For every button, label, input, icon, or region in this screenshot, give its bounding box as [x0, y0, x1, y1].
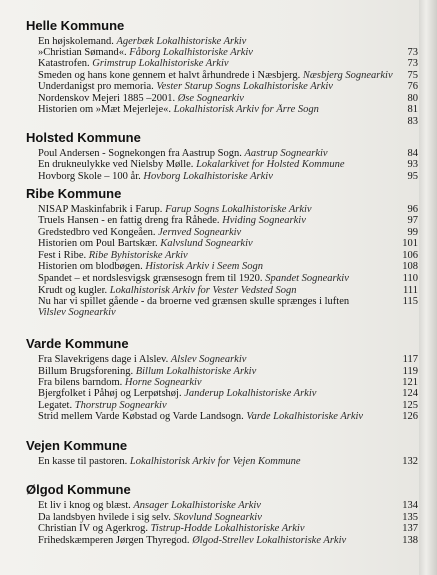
entry-source: Varde Lokalhistoriske Arkiv: [246, 411, 364, 422]
section-heading: Holsted Kommune: [26, 130, 141, 145]
entry-title: Truels Hansen - en fattig dreng fra Råhede.: [38, 215, 223, 226]
entry-page-number: 137: [402, 523, 418, 534]
entry-text: [38, 215, 398, 227]
entry-text: [38, 354, 398, 366]
entry-text: [38, 388, 398, 400]
toc-entry[interactable]: [0, 500, 437, 512]
entry-page-number: 75: [407, 70, 418, 81]
entry-page-number: 134: [402, 500, 418, 511]
entry-title: Historien om »Mæt Mejerleje«.: [38, 104, 174, 115]
entry-source: Thorstrup Sognearkiv: [74, 400, 167, 411]
entry-source: Historisk Arkiv i Seem Sogn: [145, 261, 263, 272]
entry-page-number: 108: [402, 261, 418, 272]
entry-title: Katastrofen.: [38, 58, 93, 69]
entry-title: Krudt og kugler.: [38, 285, 110, 296]
entry-source: Fåborg Lokalhistoriske Arkiv: [129, 47, 253, 58]
entry-title: Frihedskæmperen Jørgen Thyregod.: [38, 535, 193, 546]
toc-entry[interactable]: [0, 307, 437, 319]
entry-title: Historien om Poul Bartskær.: [38, 238, 161, 249]
toc-entry[interactable]: [0, 354, 437, 366]
entry-title: Nordenskov Mejeri 1885 –2001.: [38, 93, 178, 104]
entry-title: Fest i Ribe.: [38, 250, 89, 261]
entry-page-number: 138: [402, 535, 418, 546]
entry-source: Janderup Lokalhistoriske Arkiv: [184, 388, 317, 399]
entry-source: Lokalhistorisk Arkiv for Vester Vedsted Sogn: [109, 285, 297, 296]
entry-source: Aastrup Sognearkiv: [244, 148, 328, 159]
entry-title: Bjergfolket i Påhøj og Lerpøtshøj.: [38, 388, 185, 399]
page-fold-shadow: [419, 0, 437, 575]
entry-title: En kasse til pastoren.: [38, 456, 130, 467]
entry-title: Et liv i knog og blæst.: [38, 500, 134, 511]
entry-page-number: 76: [407, 81, 418, 92]
entry-text: [38, 58, 398, 70]
entry-page-number: 126: [402, 411, 418, 422]
toc-entry[interactable]: [0, 159, 437, 171]
entry-title: Historien om blodbøgen.: [38, 261, 146, 272]
entry-title: Fra bilens barndom.: [38, 377, 125, 388]
toc-entry[interactable]: [0, 215, 437, 227]
entry-page-number: 81: [407, 104, 418, 115]
entry-text: [38, 104, 398, 116]
entry-source: Skovlund Sognearkiv: [173, 512, 262, 523]
entry-text: [38, 535, 398, 547]
toc-entry[interactable]: [0, 411, 437, 423]
entry-title: Christian IV og Agerkrog.: [38, 523, 151, 534]
toc-entry[interactable]: [0, 456, 437, 468]
entry-source: Agerbæk Lokalhistoriske Arkiv: [116, 36, 247, 47]
entry-page-number: 97: [407, 215, 418, 226]
section-heading: Vejen Kommune: [26, 438, 128, 453]
entry-source: Hviding Sognearkiv: [222, 215, 306, 226]
entry-title: NISAP Maskinfabrik i Farup.: [38, 204, 166, 215]
entry-source: Lokalhistorisk Arkiv for Årre Sogn: [173, 104, 319, 115]
entry-page-number: 121: [402, 377, 418, 388]
entry-page-number: 117: [402, 354, 418, 365]
entry-source: Horne Sognearkiv: [124, 377, 202, 388]
entry-source: Vilslev Sognearkiv: [38, 307, 116, 318]
entry-page-number: 73: [407, 58, 418, 69]
entry-title: Billum Brugsforening.: [38, 366, 136, 377]
entry-source: Grimstrup Lokalhistoriske Arkiv: [92, 58, 229, 69]
entry-page-number: 95: [407, 171, 418, 182]
toc-entry[interactable]: [0, 81, 437, 93]
toc-entry[interactable]: [0, 58, 437, 70]
toc-entry[interactable]: [0, 104, 437, 116]
entry-text: [38, 81, 398, 93]
entry-page-number: 73: [407, 47, 418, 58]
entry-title: »Christian Sømand«.: [38, 47, 130, 58]
entry-text: [38, 307, 398, 319]
entry-text: [38, 456, 398, 468]
entry-page-number: 93: [407, 159, 418, 170]
toc-entry[interactable]: [0, 273, 437, 285]
entry-text: [38, 261, 398, 273]
entry-title: En drukneulykke ved Nielsby Mølle.: [38, 159, 197, 170]
entry-source: Øse Sognearkiv: [177, 93, 244, 104]
entry-page-number: 96: [407, 204, 418, 215]
entry-title: Hovborg Skole – 100 år.: [38, 171, 144, 182]
entry-text: [38, 500, 398, 512]
entry-page-number: 135: [402, 512, 418, 523]
entry-page-number: 83: [407, 116, 418, 127]
entry-text: [38, 171, 398, 183]
entry-title: Gredstedbro ved Kongeåen.: [38, 227, 159, 238]
entry-source: Ribe Byhistoriske Arkiv: [88, 250, 188, 261]
entry-source: Kalvslund Sognearkiv: [160, 238, 253, 249]
toc-entry[interactable]: [0, 535, 437, 547]
entry-source: Ansager Lokalhistoriske Arkiv: [133, 500, 261, 511]
entry-page-number: 132: [402, 456, 418, 467]
entry-source: Vester Starup Sogns Lokalhistoriske Arkiv: [156, 81, 333, 92]
entry-source: Farup Sogns Lokalhistoriske Arkiv: [165, 204, 312, 215]
entry-title: Smeden og hans kone gennem et halvt århundrede i Næsbjerg.: [38, 70, 303, 81]
entry-title: Underdanigst pro memoria.: [38, 81, 157, 92]
entry-text: [38, 238, 398, 250]
entry-source: Jernved Sognearkiv: [158, 227, 242, 238]
entry-text: [38, 523, 398, 535]
entry-title: En højskolemand.: [38, 36, 117, 47]
entry-page-number: 106: [402, 250, 418, 261]
entry-title: Nu har vi spillet gående - da broerne ved grænsen skulle sprænges i luften: [38, 296, 350, 307]
entry-title: Spandet – et nordslesvigsk grænsesogn frem til 1920.: [38, 273, 266, 284]
section-heading: Varde Kommune: [26, 336, 129, 351]
section-heading: Ribe Kommune: [26, 186, 122, 201]
entry-source: Alslev Sognearkiv: [170, 354, 247, 365]
entry-source: Ølgod-Strellev Lokalhistoriske Arkiv: [192, 535, 347, 546]
entry-title: Da landsbyen hvilede i sig selv.: [38, 512, 174, 523]
entry-page-number: 80: [407, 93, 418, 104]
entry-page-number: 115: [402, 296, 418, 307]
section-heading: Helle Kommune: [26, 18, 125, 33]
entry-page-number: 101: [402, 238, 418, 249]
entry-page-number: 125: [402, 400, 418, 411]
entry-source: Lokalarkivet for Holsted Kommune: [196, 159, 345, 170]
entry-source: Næsbjerg Sognearkiv: [302, 70, 393, 81]
toc-entry[interactable]: [0, 523, 437, 535]
entry-source: Spandet Sognearkiv: [265, 273, 349, 284]
entry-title: Strid mellem Varde Købstad og Varde Landsogn.: [38, 411, 247, 422]
entry-source: Billum Lokalhistoriske Arkiv: [135, 366, 257, 377]
entry-source: Lokalhistorisk Arkiv for Vejen Kommune: [129, 456, 301, 467]
entry-page-number: 99: [407, 227, 418, 238]
entry-text: [38, 411, 398, 423]
toc-entry[interactable]: [0, 388, 437, 400]
entry-page-number: 110: [402, 273, 418, 284]
toc-entry[interactable]: [0, 238, 437, 250]
entry-title: Poul Andersen - Sognekongen fra Aastrup Sogn.: [38, 148, 245, 159]
entry-title: Fra Slavekrigens dage i Alslev.: [38, 354, 171, 365]
entry-page-number: 111: [403, 285, 418, 296]
entry-title: Legatet.: [38, 400, 75, 411]
entry-text: [38, 273, 398, 285]
section-heading: Ølgod Kommune: [26, 482, 131, 497]
entry-text: [38, 159, 398, 171]
toc-entry[interactable]: [0, 171, 437, 183]
entry-source: Tistrup-Hodde Lokalhistoriske Arkiv: [150, 523, 305, 534]
entry-source: Hovborg Lokalhistoriske Arkiv: [143, 171, 273, 182]
entry-page-number: 119: [402, 366, 418, 377]
toc-entry[interactable]: [0, 116, 437, 128]
entry-page-number: 84: [407, 148, 418, 159]
toc-entry[interactable]: [0, 261, 437, 273]
entry-page-number: 124: [402, 388, 418, 399]
